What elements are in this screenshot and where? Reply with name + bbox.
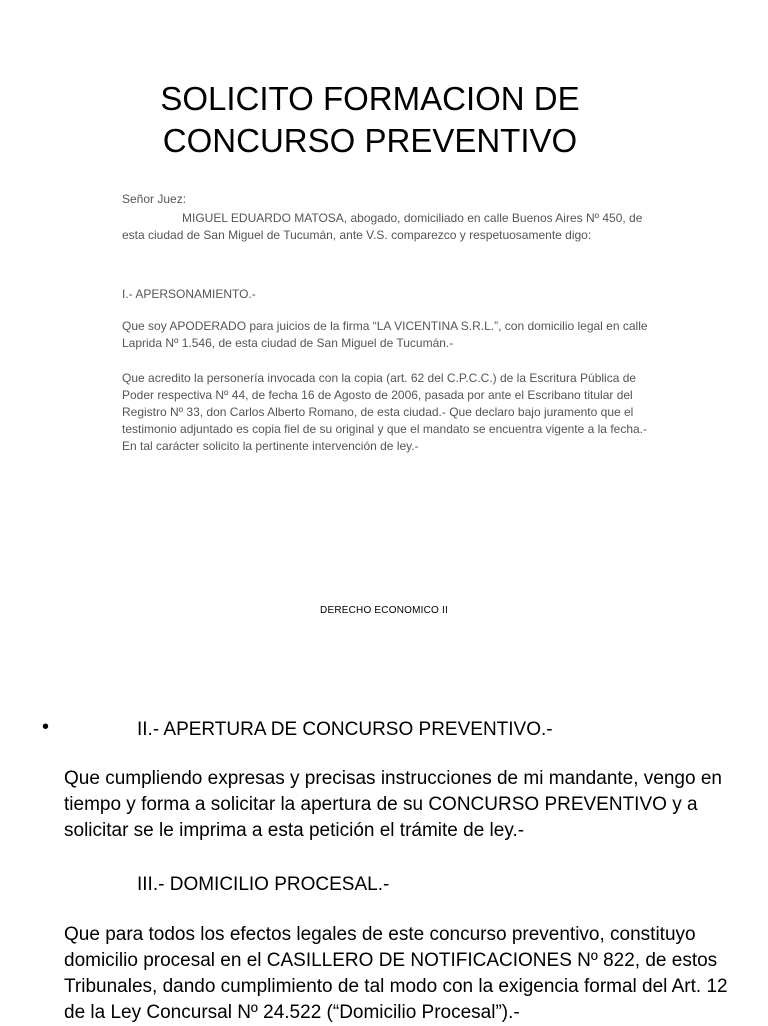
paragraph-domicilio: Que para todos los efectos legales de este concurso preventivo, constituyo domicilio procesal en el CASILLERO DE NOTIFICACIONES Nº 822, de estos Tribunales, dando cumplimiento de tal modo con la exigencia formal del Art. 12 de la Ley Concursal Nº 24.522 (“Domicilio Procesal”).- (64, 924, 728, 1023)
section-heading-apertura: II.- APERTURA DE CONCURSO PREVENTIVO.- (137, 719, 553, 740)
paragraph-personeria: Que acredito la personería invocada con la copia (art. 62 del C.P.C.C.) de la Escritura Pública de Poder respectiva Nº 44, de fecha 16 de Agosto de 2006, pasada por ante el Escribano titular del Registro Nº 33, don Carlos Alberto Romano, de esta ciudad.- Que declaro bajo juramento que el testimonio adjuntado es copia fiel de su original y que el mandato se encuentra vigente a la fecha.- En tal carácter solicito la pertinente intervención de ley.- (122, 371, 647, 453)
document-title (100, 78, 640, 162)
paragraph-apoderado: Que soy APODERADO para juicios de la firma “LA VICENTINA S.R.L.”, con domicilio legal en calle Laprida Nº 1.546, de esta ciudad de San Miguel de Tucumán.- (122, 319, 648, 350)
section-heading-apersonamiento: I.- APERSONAMIENTO.- (122, 287, 256, 301)
bullet-icon: • (42, 716, 50, 738)
greeting: Señor Juez: (122, 192, 187, 206)
intro-paragraph: MIGUEL EDUARDO MATOSA, abogado, domiciliado en calle Buenos Aires Nº 450, de esta ciudad de San Miguel de Tucumán, ante V.S. comparezco y respetuosamente digo: (122, 211, 643, 242)
document-slide-2 (0, 700, 768, 1024)
title-line-2: CONCURSO PREVENTIVO (162, 122, 578, 159)
slide-footer: DERECHO ECONOMICO II (320, 605, 448, 616)
paragraph-apertura: Que cumpliendo expresas y precisas instrucciones de mi mandante, vengo en tiempo y forma a solicitar la apertura de su CONCURSO PREVENTIVO y a solicitar se le imprima a esta petición el trámite de ley.- (64, 768, 722, 841)
section-heading-domicilio: III.- DOMICILIO PROCESAL.- (137, 874, 390, 895)
title-line-1: SOLICITO FORMACION DE (160, 80, 580, 117)
